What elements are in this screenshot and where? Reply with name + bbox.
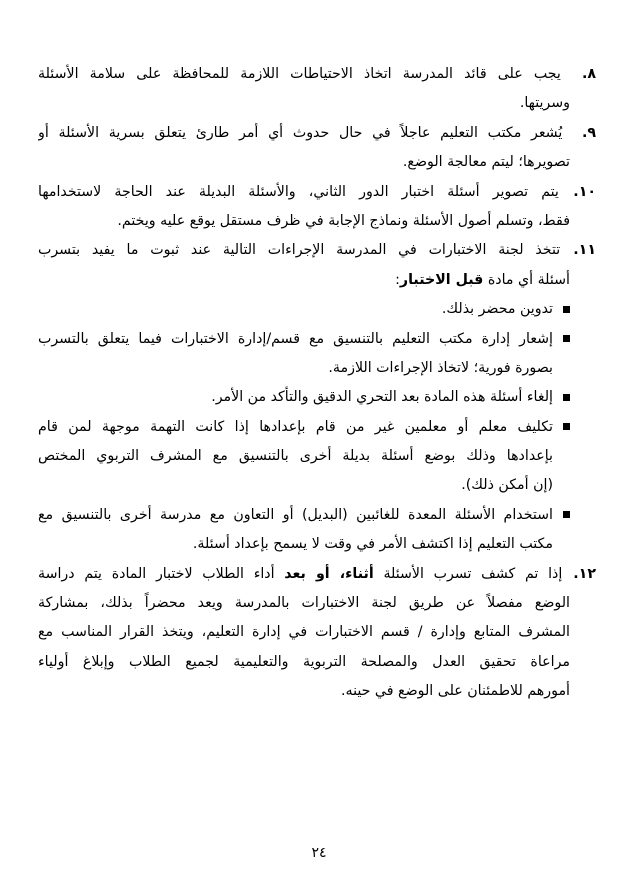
item-text: إذا تم كشف تسرب الأسئلة — [373, 565, 563, 582]
item-number: ١١. — [573, 242, 596, 259]
bullet-text: إلغاء أسئلة هذه المادة بعد التحري الدقيق والتأكد من الأمر. — [211, 389, 553, 406]
item-8-line-2: وسريتها. — [519, 95, 570, 112]
item-text: يتم تصوير أسئلة اختبار الدور الثاني، والأسئلة البديلة عند الحاجة لاستخدامها — [38, 183, 559, 200]
page-number: ٢٤ — [311, 845, 327, 861]
square-bullet-icon — [563, 306, 570, 313]
bullet-text: إشعار إدارة مكتب التعليم بالتنسيق مع قسم/إدارة الاختبارات فيما يتعلق بالتسرب — [38, 330, 553, 347]
item-12-line-3: المشرف المتابع وإدارة / قسم الاختبارات في إدارة التعليم، ويتخذ القرار المناسب مع — [38, 624, 570, 641]
bullet-3-line-1 — [38, 383, 596, 412]
item-11-line-1 — [38, 236, 596, 265]
square-bullet-icon — [563, 423, 570, 430]
item-9-line-1 — [38, 119, 596, 148]
item-8-line-1 — [38, 60, 596, 89]
item-number: ٩. — [581, 124, 596, 141]
item-11-line-2 — [38, 266, 596, 295]
item-text: أداء الطلاب لاختبار المادة يتم دراسة — [38, 565, 285, 582]
bullet-4-line-1 — [38, 413, 596, 442]
item-10-line-2: فقط، وتسلم أصول الأسئلة ونماذج الإجابة في ظرف مستقل يوقع عليه ويختم. — [117, 212, 570, 229]
item-12-line-5: أمورهم للاطمئنان على الوضع في حينه. — [340, 683, 570, 700]
bullet-1-line-1 — [38, 295, 596, 324]
item-12-line-1 — [38, 560, 596, 589]
bullet-4-line-3: (إن أمكن ذلك). — [461, 477, 553, 494]
colon: : — [395, 271, 400, 288]
item-12-line-4: مراعاة تحقيق العدل والمصلحة التربوية والتعليمية لجميع الطلاب وإبلاغ أولياء — [38, 653, 570, 670]
bullet-text: استخدام الأسئلة المعدة للغائبين (البديل) أو التعاون مع مدرسة أخرى بالتنسيق مع — [38, 506, 553, 523]
bullet-4-line-2: بإعدادها وذلك بوضع أسئلة بديلة أخرى بالتنسيق مع المشرف التربوي المختص — [38, 448, 553, 465]
bullet-5-line-1 — [38, 501, 596, 530]
item-10-line-1 — [38, 178, 596, 207]
square-bullet-icon — [563, 394, 570, 401]
item-text: يُشعر مكتب التعليم عاجلاً في حال حدوث أي أمر طارئ يتعلق بسرية الأسئلة أو — [38, 124, 563, 141]
item-text: يجب على قائد المدرسة اتخاذ الاحتياطات اللازمة للمحافظة على سلامة الأسئلة — [38, 66, 561, 82]
document-body — [38, 60, 596, 707]
item-number: ٨. — [581, 66, 596, 82]
bullet-2-line-2: بصورة فورية؛ لاتخاذ الإجراءات اللازمة. — [328, 359, 553, 376]
bullet-5-line-2: مكتب التعليم إذا اكتشف الأمر في وقت لا يسمح بإعداد أسئلة. — [192, 536, 553, 553]
bullet-2-line-1 — [38, 325, 596, 354]
item-9-line-2: تصويرها؛ ليتم معالجة الوضع. — [402, 154, 570, 171]
emphasis-before-exam: قبل الاختبار — [399, 271, 484, 288]
bullet-text: تدوين محضر بذلك. — [441, 301, 553, 318]
emphasis-during-after: أثناء، أو بعد — [284, 565, 374, 582]
item-text: تتخذ لجنة الاختبارات في المدرسة الإجراءات التالية عند ثبوت ما يفيد بتسرب — [38, 242, 561, 259]
square-bullet-icon — [563, 335, 570, 342]
item-number: ١٠. — [573, 183, 596, 200]
bullet-text: تكليف معلم أو معلمين غير من قام بإعدادها إذا كانت التهمة موجهة لمن قام — [38, 418, 553, 435]
item-12-line-2: الوضع مفصلاً عن طريق لجنة الاختبارات بالمدرسة ويعد محضراً بذلك، بمشاركة — [38, 595, 570, 612]
item-number: ١٢. — [573, 565, 596, 582]
item-text: أسئلة أي مادة — [483, 271, 570, 288]
square-bullet-icon — [563, 511, 570, 518]
